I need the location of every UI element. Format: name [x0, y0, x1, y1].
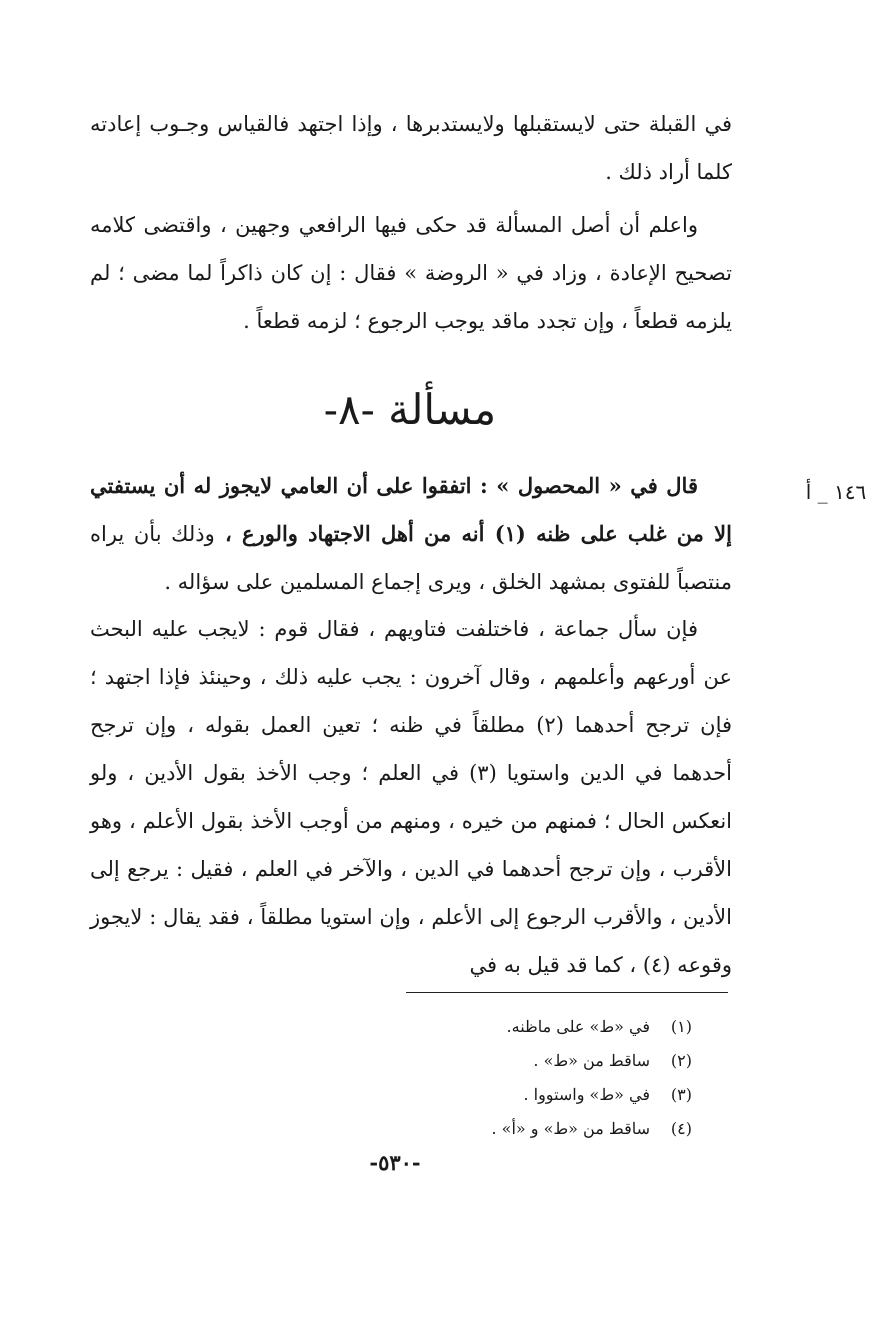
margin-note: ١٤٦ _ أ	[805, 480, 867, 504]
footnote-text: في «ط» على ماظنه.	[506, 1017, 650, 1036]
paragraph-4: فإن سأل جماعة ، فاختلفت فتاويهم ، فقال قوم : لايجب عليه البحث عن أورعهم وأعلمهم ، وقال آخرون : يجب عليه ذلك ، وحينئذ فإذا اجتهد ؛ فإن ترجح أحدهما (٢) مطلقاً في ظنه ؛ تعين العمل بقوله ، وإن ترجح أحدهما في الدين واستويا (٣) في العلم ؛ وجب الأخذ بقول الأدين ، ولو انعكس الحال ؛ فمنهم من خيره ، ومنهم من أوجب الأخذ بقول الأعلم ، وهو الأقرب ، وإن ترجح أحدهما في الدين ، والآخر في العلم ، فقيل : يرجع إلى الأدين ، والأقرب الرجوع إلى الأعلم ، وإن استويا مطلقاً ، فقد يقال : لايجوز وقوعه (٤) ، كما قد قيل به في	[90, 617, 733, 977]
footnote-number: (٣)	[670, 1085, 692, 1104]
footnote-divider	[406, 992, 728, 993]
paragraph-3	[90, 462, 732, 606]
footnote	[430, 1112, 692, 1146]
paragraph-3-bold: قال في « المحصول » : اتفقوا على أن العامي لايجوز له أن يستفتي إلا من غلب على ظنه (١) أنه من أهل الاجتهاد والورع ،	[90, 473, 732, 546]
footnote-text: في «ط» واستووا .	[523, 1085, 650, 1104]
paragraph-1: في القبلة حتى لايستقبلها ولايستدبرها ، وإذا اجتهد فالقياس وجـوب إعادته كلما أراد ذلك .	[90, 112, 732, 184]
footnote	[430, 1044, 692, 1078]
footnote-number: (١)	[670, 1017, 692, 1036]
footnote-text: ساقط من «ط» و «أ» .	[491, 1119, 650, 1138]
page-number: -٥٣٠-	[369, 1150, 421, 1175]
paragraph-2: واعلم أن أصل المسألة قد حكى فيها الرافعي وجهين ، واقتضى كلامه تصحيح الإعادة ، وزاد في « الروضة » فقال : إن كان ذاكراً لما مضى ؛ لم يلزمه قطعاً ، وإن تجدد ماقد يوجب الرجوع ؛ لزمه قطعاً .	[90, 213, 732, 333]
paragraph-3-rest: وذلك بأن يراه منتصباً للفتوى بمشهد الخلق ، ويرى إجماع المسلمين على سؤاله .	[90, 522, 732, 594]
footnote-text: ساقط من «ط» .	[533, 1051, 650, 1070]
footnote	[430, 1078, 692, 1112]
footnote-number: (٢)	[670, 1051, 692, 1070]
footnote-number: (٤)	[670, 1119, 692, 1138]
footnotes-list	[430, 1010, 692, 1146]
section-title: مسألة -٨-	[323, 385, 497, 434]
footnote	[430, 1010, 692, 1044]
